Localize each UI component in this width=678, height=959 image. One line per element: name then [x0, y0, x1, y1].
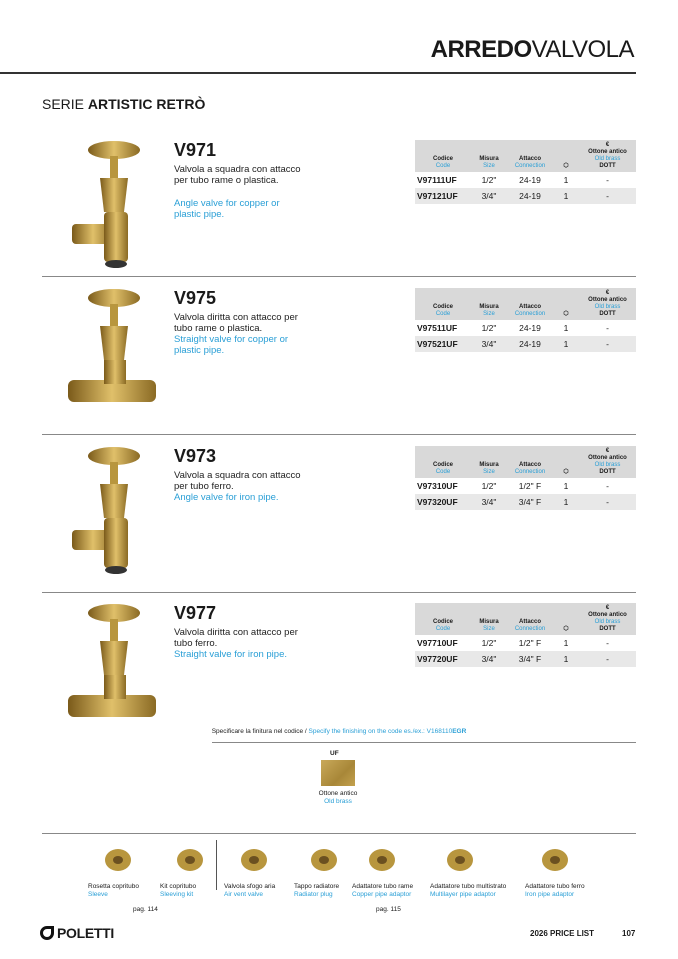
iron-adaptor-icon	[535, 842, 575, 878]
finish-note: Specificare la finitura nel codice / Specify the finishing on the code es./ex.: V168110EGR	[211, 728, 467, 735]
row-connection: 24-19	[519, 323, 541, 333]
row-price: -	[579, 188, 636, 204]
accessory-label-en: Sleeving kit	[160, 891, 194, 898]
product-description-en: Angle valve for iron pipe.	[174, 492, 279, 503]
package-icon: ⬡	[563, 626, 569, 632]
row-size: 1/2"	[481, 175, 497, 185]
product-table	[415, 446, 636, 510]
product-description-en: Straight valve for iron pipe.	[174, 649, 288, 660]
row-size: 3/4"	[471, 188, 507, 204]
table-row	[415, 478, 636, 494]
row-price: -	[606, 481, 609, 491]
product-description-it: Valvola diritta con attacco per tubo ferro.	[174, 627, 298, 649]
product-name: V975	[174, 288, 217, 308]
row-code: V97710UF	[417, 638, 458, 648]
accessory-label-en: Multilayer pipe adaptor	[430, 891, 496, 898]
series-title: SERIE ARTISTIC RETRÒ	[42, 96, 206, 112]
row-size: 1/2"	[481, 323, 497, 333]
table-row	[415, 494, 636, 510]
row-code: V97320UF	[415, 494, 471, 510]
row-connection: 3/4" F	[507, 651, 553, 667]
row-size: 3/4"	[471, 651, 507, 667]
accessory-label: Adattatore tubo rame	[352, 883, 414, 890]
row-price: -	[579, 494, 636, 510]
accessory-label: Tappo radiatore	[294, 883, 340, 890]
accessory-label: Rosetta copritubo	[88, 883, 139, 890]
header-rule	[0, 72, 636, 74]
row-qty: 1	[563, 175, 569, 185]
air-vent-valve-icon	[234, 842, 274, 878]
table-header-row: Codice Code Misura Size Attacco Connection ⬡ € Ottone antico Old brass DOTT	[415, 603, 636, 635]
package-icon: ⬡	[563, 311, 569, 317]
product-description-it: Valvola a squadra con attacco per tubo ferro.	[174, 470, 301, 492]
row-size: 1/2"	[481, 638, 497, 648]
product-section	[42, 140, 636, 290]
accessory-label-en: Sleeve	[88, 891, 108, 898]
poletti-logo: POLETTI	[40, 925, 114, 941]
accessory-label-en: Air vent valve	[224, 891, 264, 898]
finish-label-en: Old brass	[324, 798, 352, 805]
row-size: 3/4"	[471, 494, 507, 510]
logo-mark-icon	[40, 926, 54, 940]
page-ref-right: pag. 115	[376, 906, 401, 913]
table-row	[415, 651, 636, 667]
row-qty: 1	[563, 323, 569, 333]
price-list-label: 2026 PRICE LIST	[530, 929, 595, 938]
row-qty: 1	[553, 494, 579, 510]
product-table	[415, 140, 636, 204]
row-connection: 24-19	[519, 175, 541, 185]
finish-label: Ottone antico	[318, 790, 358, 797]
product-description-it: Valvola diritta con attacco per tubo rame o plastica.	[174, 312, 298, 334]
accessories-divider	[216, 840, 217, 890]
row-code: V97310UF	[417, 481, 458, 491]
product-name: V971	[174, 140, 217, 160]
page-header-title: ARREDOVALVOLA	[430, 36, 634, 63]
valve-image-icon	[64, 140, 164, 270]
row-size: 1/2"	[481, 481, 497, 491]
product-table	[415, 288, 636, 352]
accessory-label: Adattatore tubo multistrato	[430, 883, 507, 890]
product-section	[42, 446, 636, 596]
product-description-en: Angle valve for copper or plastic pipe.	[174, 198, 280, 220]
accessory-label: Kit copritubo	[160, 883, 197, 890]
row-connection: 3/4" F	[507, 494, 553, 510]
copper-adaptor-icon	[362, 842, 402, 878]
row-price: -	[606, 175, 609, 185]
row-code: V97121UF	[415, 188, 471, 204]
row-qty: 1	[553, 651, 579, 667]
product-description-it: Valvola a squadra con attacco per tubo rame o plastica.	[174, 164, 301, 186]
table-header-row: Codice Code Misura Size Attacco Connection ⬡ € Ottone antico Old brass DOTT	[415, 288, 636, 320]
old-brass-swatch	[321, 760, 355, 786]
product-description-en: Straight valve for copper or plastic pipe.	[174, 334, 289, 356]
row-qty: 1	[553, 188, 579, 204]
table-header-row: Codice Code Misura Size Attacco Connection ⬡ € Ottone antico Old brass DOTT	[415, 140, 636, 172]
valve-image-icon	[64, 288, 164, 418]
table-row	[415, 172, 636, 188]
valve-image-icon	[64, 603, 164, 733]
rosette-icon	[98, 842, 138, 878]
radiator-plug-icon	[304, 842, 344, 878]
row-code: V97521UF	[415, 336, 471, 352]
product-section	[42, 603, 636, 753]
row-qty: 1	[563, 638, 569, 648]
row-code: V97111UF	[417, 175, 457, 185]
row-price: -	[606, 638, 609, 648]
row-connection: 1/2" F	[518, 638, 542, 648]
table-row	[415, 188, 636, 204]
page-number: 107	[622, 929, 636, 938]
row-code: V97720UF	[415, 651, 471, 667]
accessory-label-en: Radiator plug	[294, 891, 333, 898]
row-price: -	[606, 323, 609, 333]
table-row	[415, 635, 636, 651]
valve-image-icon	[64, 446, 164, 576]
row-connection: 24-19	[507, 336, 553, 352]
table-row	[415, 320, 636, 336]
package-icon: ⬡	[563, 163, 569, 169]
row-code: V97511UF	[417, 323, 458, 333]
row-price: -	[579, 336, 636, 352]
table-row	[415, 336, 636, 352]
product-table	[415, 603, 636, 667]
product-name: V977	[174, 603, 217, 623]
sleeving-kit-icon	[170, 842, 210, 878]
accessory-label: Valvola sfogo aria	[224, 883, 276, 890]
row-connection: 1/2" F	[518, 481, 542, 491]
accessory-label-en: Copper pipe adaptor	[352, 891, 412, 898]
row-size: 3/4"	[471, 336, 507, 352]
product-section	[42, 288, 636, 438]
accessory-label: Adattatore tubo ferro	[525, 883, 585, 890]
table-header-row: Codice Code Misura Size Attacco Connection ⬡ € Ottone antico Old brass DOTT	[415, 446, 636, 478]
multilayer-adaptor-icon	[440, 842, 480, 878]
product-name: V973	[174, 446, 217, 466]
row-price: -	[579, 651, 636, 667]
page-ref-left: pag. 114	[133, 906, 158, 913]
row-connection: 24-19	[507, 188, 553, 204]
accessory-label-en: Iron pipe adaptor	[525, 891, 575, 898]
finish-code: UF	[330, 750, 339, 757]
row-qty: 1	[553, 336, 579, 352]
row-qty: 1	[563, 481, 569, 491]
package-icon: ⬡	[563, 469, 569, 475]
accessories-rule	[42, 833, 636, 834]
